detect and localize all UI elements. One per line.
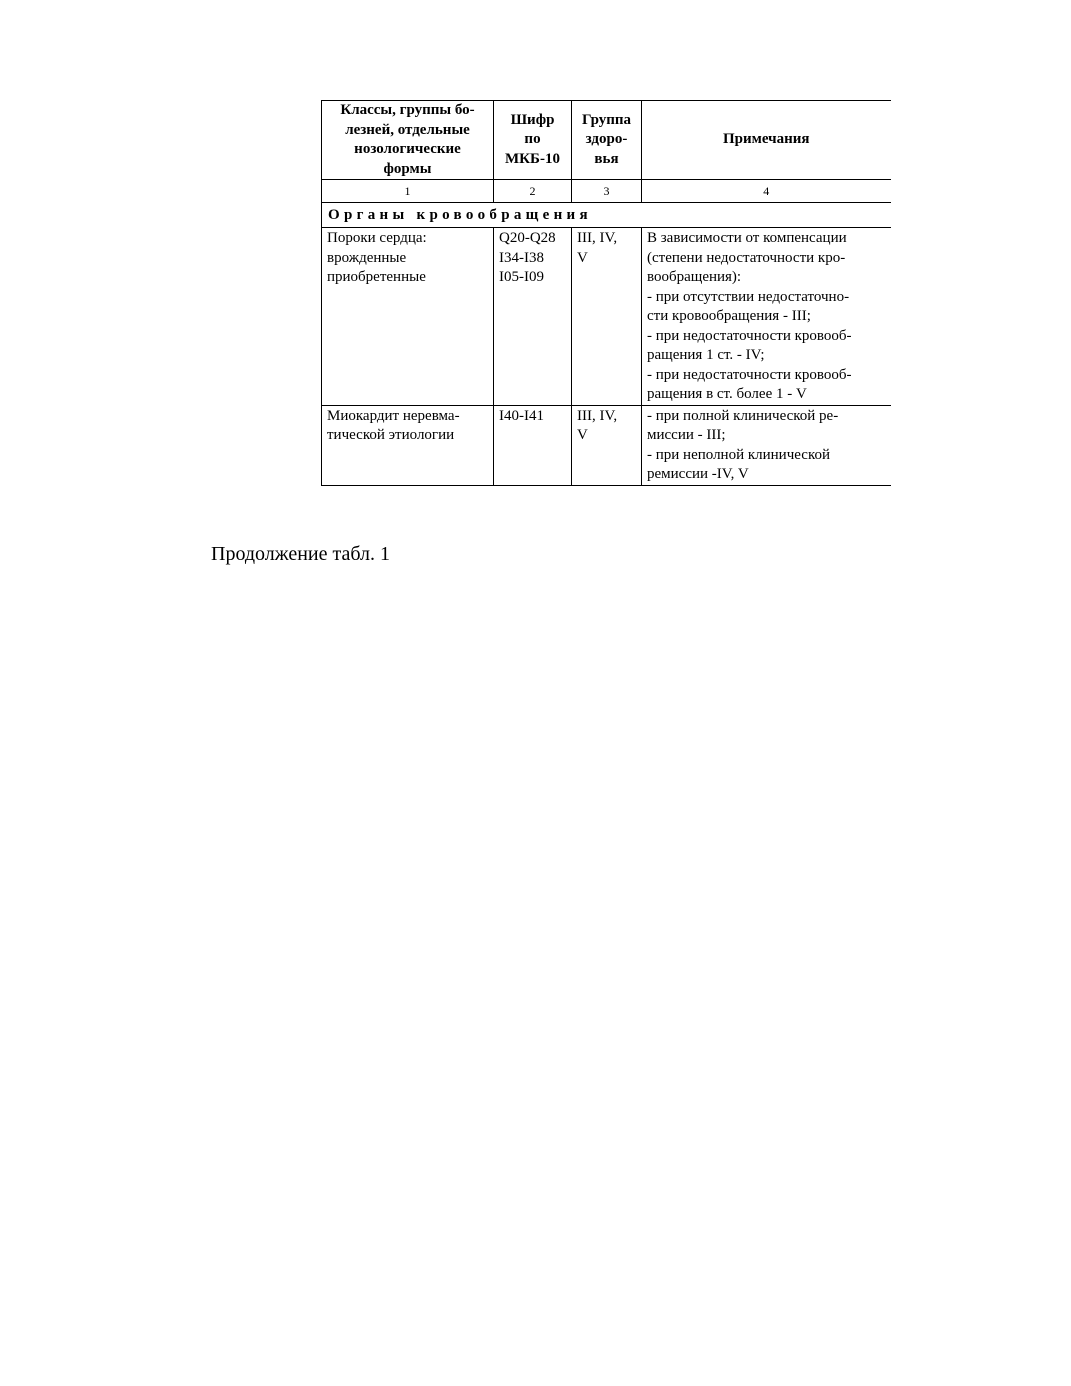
section-row	[322, 203, 891, 228]
header-notes: Примечания	[642, 101, 891, 180]
table-continuation-caption: Продолжение табл. 1	[211, 543, 390, 565]
health-group-cell: III, IV, V	[572, 228, 642, 406]
disease-name-cell: Миокардит неревма- тической этиологии	[322, 405, 494, 485]
table-row	[322, 228, 891, 406]
notes-cell: В зависимости от компенсации (степени недостаточности кро- вообращения): - при отсутствии недостаточно- сти кровообращения - III; - при недостаточности кровооб- ращения 1 ст. - IV; - при недостаточности кровооб- ращения в ст. более 1 - V	[642, 228, 891, 406]
table-row	[322, 405, 891, 485]
disease-table	[321, 100, 891, 486]
column-number: 4	[642, 180, 891, 203]
column-number: 1	[322, 180, 494, 203]
icd-code-cell: Q20-Q28 I34-I38 I05-I09	[494, 228, 572, 406]
header-row	[322, 101, 891, 180]
column-number-row	[322, 180, 891, 203]
health-group-cell: III, IV, V	[572, 405, 642, 485]
column-number: 3	[572, 180, 642, 203]
disease-name-cell: Пороки сердца: врожденные приобретенные	[322, 228, 494, 406]
section-title: Органы кровообращения	[322, 203, 891, 228]
column-number: 2	[494, 180, 572, 203]
header-disease-classes: Классы, группы бо- лезней, отдельные нозологические формы	[322, 101, 494, 180]
header-health-group: Группа здоро- вья	[572, 101, 642, 180]
icd-code-cell: I40-I41	[494, 405, 572, 485]
notes-cell: - при полной клинической ре- миссии - III; - при неполной клинической ремиссии -IV, V	[642, 405, 891, 485]
header-icd10-code: Шифр по МКБ-10	[494, 101, 572, 180]
